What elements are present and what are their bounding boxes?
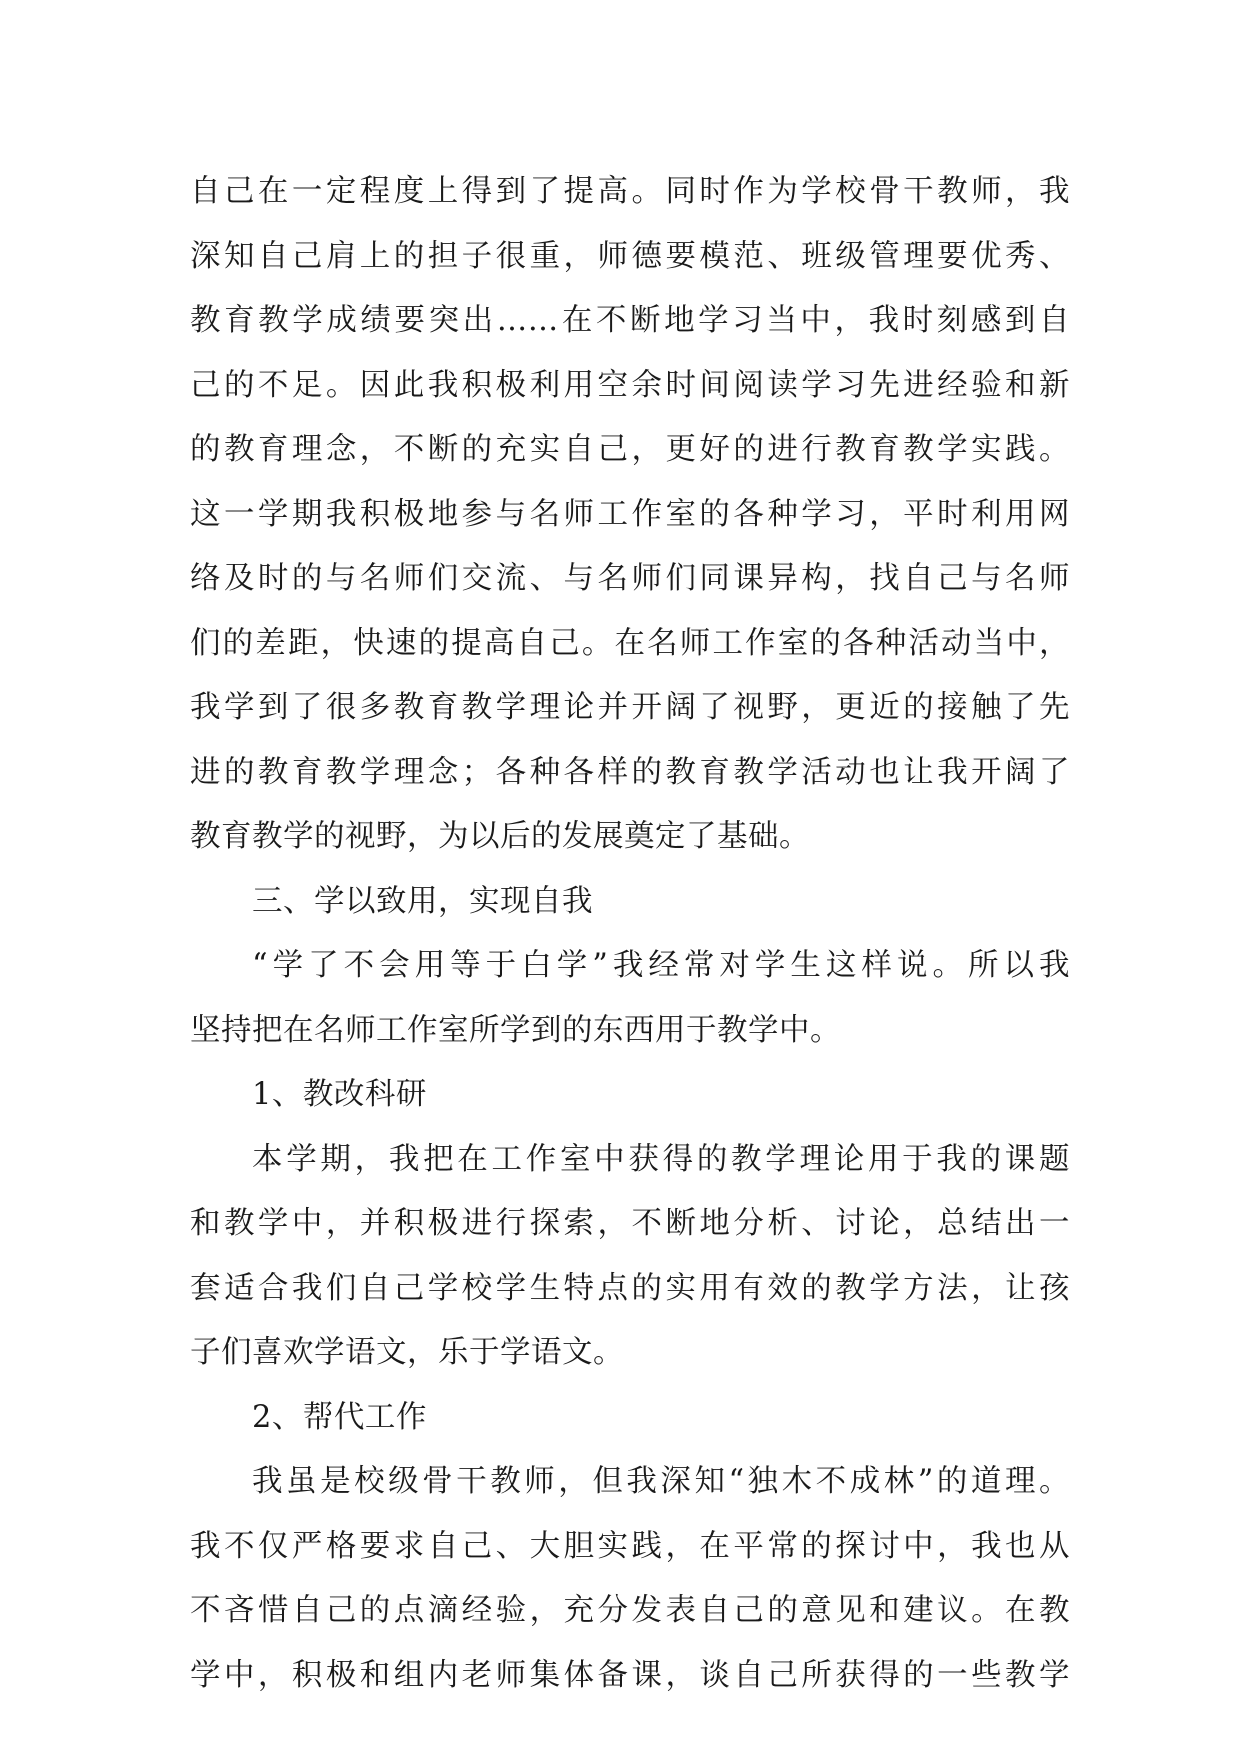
paragraph-line: 进的教育教学理念；各种各样的教育教学活动也让我开阔了	[190, 754, 1070, 790]
paragraph-line: 不吝惜自己的点滴经验，充分发表自己的意见和建议。在教	[190, 1593, 1070, 1628]
subsection-heading: 2、帮代工作	[252, 1399, 427, 1435]
paragraph-line: 本学期，我把在工作室中获得的教学理论用于我的课题	[252, 1141, 1070, 1177]
section-heading: 三、学以致用，实现自我	[252, 883, 593, 919]
paragraph-line: 的教育理念，不断的充实自己，更好的进行教育教学实践。	[190, 432, 1070, 467]
paragraph-line: 和教学中，并积极进行探索，不断地分析、讨论，总结出一	[190, 1206, 1070, 1241]
subsection-heading: 1、教改科研	[252, 1077, 427, 1112]
paragraph-line: 们的差距，快速的提高自己。在名师工作室的各种活动当中，	[190, 625, 1070, 661]
paragraph-line: 套适合我们自己学校学生特点的实用有效的教学方法，让孩	[190, 1270, 1070, 1306]
paragraph-line: 己的不足。因此我积极利用空余时间阅读学习先进经验和新	[190, 367, 1070, 403]
paragraph-line: 我不仅严格要求自己、大胆实践，在平常的探讨中，我也从	[190, 1528, 1070, 1564]
paragraph-line: 学中，积极和组内老师集体备课，谈自己所获得的一些教学	[190, 1657, 1070, 1693]
paragraph-line: “学了不会用等于白学”我经常对学生这样说。所以我	[252, 948, 1070, 983]
paragraph-line: 我学到了很多教育教学理论并开阔了视野，更近的接触了先	[190, 690, 1070, 725]
document-body	[190, 160, 1070, 1708]
paragraph-line: 坚持把在名师工作室所学到的东西用于教学中。	[190, 1012, 841, 1048]
paragraph-line: 络及时的与名师们交流、与名师们同课异构，找自己与名师	[190, 561, 1070, 596]
paragraph-line: 我虽是校级骨干教师，但我深知“独木不成林”的道理。	[252, 1464, 1070, 1499]
paragraph-line: 深知自己肩上的担子很重，师德要模范、班级管理要优秀、	[190, 238, 1070, 274]
paragraph-line: 自己在一定程度上得到了提高。同时作为学校骨干教师，我	[190, 174, 1070, 209]
paragraph-line: 这一学期我积极地参与名师工作室的各种学习，平时利用网	[190, 496, 1070, 532]
paragraph-line: 子们喜欢学语文，乐于学语文。	[190, 1335, 624, 1370]
paragraph-line: 教育教学成绩要突出……在不断地学习当中，我时刻感到自	[190, 303, 1070, 338]
paragraph-line: 教育教学的视野，为以后的发展奠定了基础。	[190, 819, 810, 854]
